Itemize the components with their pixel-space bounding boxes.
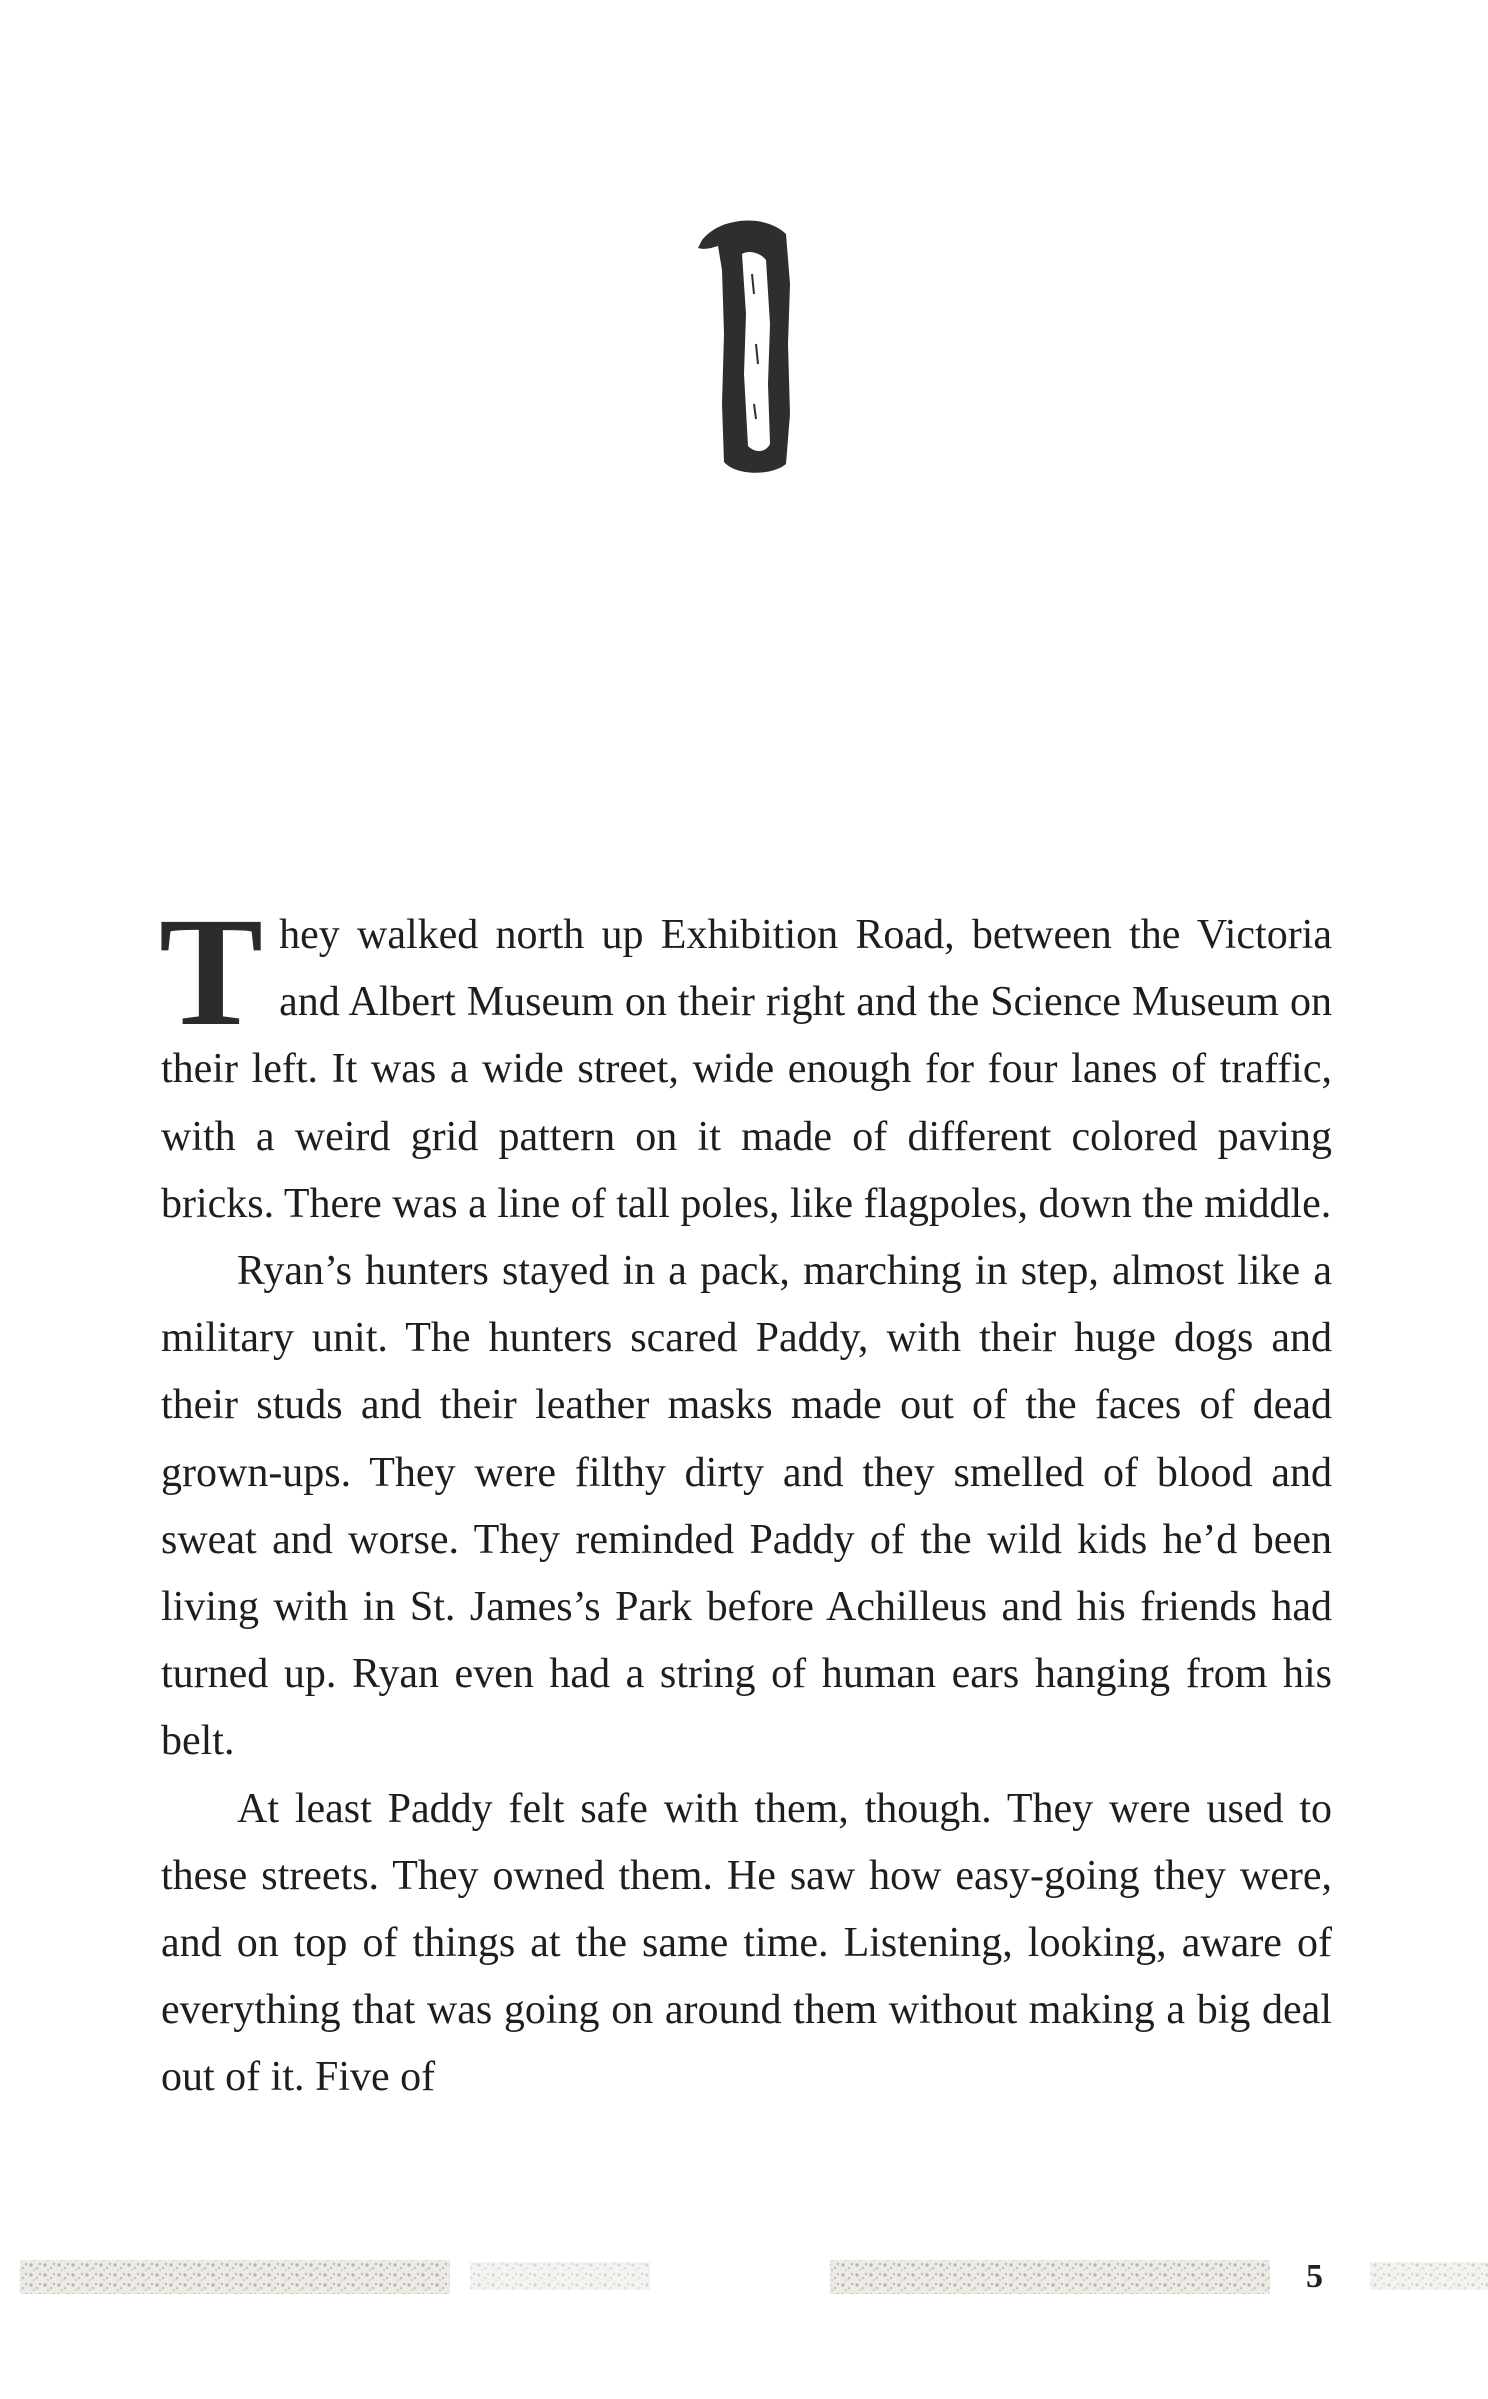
paragraph-1 bbox=[159, 885, 1332, 1238]
paragraph-3: At least Paddy felt safe with them, though. They were used to these streets. They owned them. He saw how easy-going they were, and on top of things at the same time. Listening, looking, aware of everything that was going on around them without making a big deal out of it. Five of bbox=[161, 1785, 1332, 2101]
paragraph-2: Ryan’s hunters stayed in a pack, marching in step, almost like a military unit. The hunters scared Paddy, with their huge dogs and their studs and their leather masks made out of the faces of dead grown-ups. They were filthy dirty and they smelled of blood and sweat and worse. They reminded Paddy of the wild kids he’d been living with in St. James’s Park before Achilleus and his friends had turned up. Ryan even had a string of human ears hanging from his belt. bbox=[161, 1248, 1332, 1765]
page-number: 5 bbox=[1306, 2258, 1323, 2295]
chapter-body bbox=[159, 885, 1332, 2112]
paragraph-1-text: hey walked north up Exhibition Road, between the Victoria and Albert Museum on their right and the Science Museum on their left. It was a wide street, wide enough for four lanes of traffic, with a weird grid pattern on it made of different colored paving bricks. There was a line of tall poles, like flagpoles, down the middle. bbox=[161, 912, 1332, 1227]
chapter-number-glyph bbox=[684, 214, 804, 484]
chapter-number bbox=[0, 214, 1488, 489]
footer-decorative-band bbox=[0, 2252, 1488, 2302]
drop-cap: T bbox=[159, 885, 264, 1058]
